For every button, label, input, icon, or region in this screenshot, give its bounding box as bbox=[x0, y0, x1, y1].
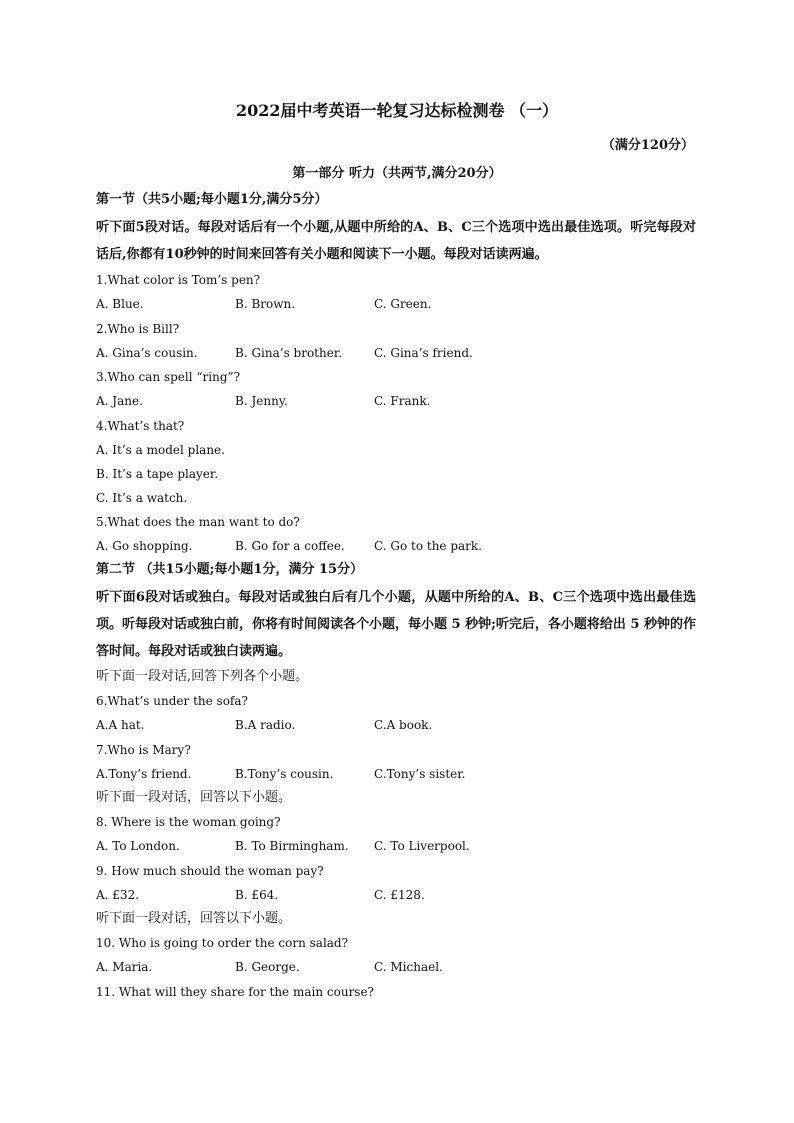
option-a: A. It’s a model plane. bbox=[96, 442, 225, 457]
option-c: C. To Liverpool. bbox=[374, 839, 470, 853]
option-c: C. Frank. bbox=[374, 394, 431, 408]
option-a: A.Tony’s friend. bbox=[96, 766, 192, 781]
option-c: C.Tony’s sister. bbox=[374, 766, 466, 781]
option-c: C. Michael. bbox=[374, 960, 443, 974]
option-a: A. £32. bbox=[96, 887, 140, 902]
question-2-options bbox=[96, 341, 696, 366]
option-c: C. £128. bbox=[374, 887, 425, 902]
option-c: C. It’s a watch. bbox=[96, 490, 188, 505]
option-b: B. Gina’s brother. bbox=[235, 345, 343, 360]
section1-title: 第一节（共5小题;每小题1分,满分5分） bbox=[96, 192, 328, 207]
option-b: B. Brown. bbox=[235, 297, 296, 311]
option-a: A. Go shopping. bbox=[96, 538, 193, 553]
exam-content bbox=[96, 188, 696, 1004]
option-a: A. Maria. bbox=[96, 960, 153, 974]
option-b: B. Go for a coffee. bbox=[235, 538, 345, 553]
option-b: B. Jenny. bbox=[235, 394, 288, 408]
question-8-options bbox=[96, 834, 696, 859]
question-6-options bbox=[96, 713, 696, 738]
question-8: 8. Where is the woman going? bbox=[96, 815, 281, 829]
option-a: A. To London. bbox=[96, 839, 180, 853]
option-b: B. It’s a tape player. bbox=[96, 466, 219, 481]
option-b: B. George. bbox=[235, 960, 300, 974]
question-9-options bbox=[96, 883, 696, 908]
question-11: 11. What will they share for the main course? bbox=[96, 984, 374, 999]
question-7-options bbox=[96, 762, 696, 787]
section2-instruction: 听下面6段对话或独白。每段对话或独白后有几个小题，从题中所给的A、B、C三个选项中选出最佳选项。听每段对话或独白前，你将有时间阅读各个小题，每小题 5 秒钟;听完后，各小题将给出 5 秒钟的作答时间。每段对话或独白读两遍。 bbox=[96, 590, 696, 659]
option-a: A.A hat. bbox=[96, 718, 145, 732]
question-6: 6.What’s under the sofa? bbox=[96, 694, 248, 708]
option-a: A. Gina’s cousin. bbox=[96, 345, 198, 360]
question-3-options bbox=[96, 389, 696, 414]
question-3: 3.Who can spell “ring”? bbox=[96, 370, 241, 384]
question-1: 1.What color is Tom’s pen? bbox=[96, 273, 261, 287]
section2-title: 第二节 （共15小题;每小题1分，满分 15分） bbox=[96, 562, 364, 577]
option-a: A. Blue. bbox=[96, 297, 144, 311]
question-5-options bbox=[96, 534, 696, 559]
total-score: （满分120分） bbox=[601, 138, 694, 153]
option-b: B.Tony’s cousin. bbox=[235, 766, 334, 781]
option-c: C.A book. bbox=[374, 718, 433, 732]
option-b: B.A radio. bbox=[235, 718, 296, 732]
question-4: 4.What’s that? bbox=[96, 418, 185, 433]
option-a: A. Jane. bbox=[96, 394, 143, 408]
dialogue-note: 听下面一段对话，回答以下小题。 bbox=[96, 911, 292, 926]
part-title: 第一部分 听力（共两节,满分20分） bbox=[292, 166, 502, 181]
option-c: C. Go to the park. bbox=[374, 538, 482, 553]
question-10-options bbox=[96, 955, 696, 980]
question-9: 9. How much should the woman pay? bbox=[96, 863, 324, 878]
question-2: 2.Who is Bill? bbox=[96, 321, 180, 336]
question-10: 10. Who is going to order the corn salad? bbox=[96, 936, 349, 950]
exam-title: 2022届中考英语一轮复习达标检测卷 （一） bbox=[235, 101, 559, 120]
section1-instruction: 听下面5段对话。每段对话后有一个小题,从题中所给的A、B、C三个选项中选出最佳选项。听完每段对话后,你都有10秒钟的时间来回答有关小题和阅读下一小题。每段对话读两遍。 bbox=[96, 220, 696, 262]
option-b: B. £64. bbox=[235, 887, 279, 902]
option-c: C. Gina’s friend. bbox=[374, 345, 473, 360]
dialogue-note: 听下面一段对话,回答下列各个小题。 bbox=[96, 669, 309, 684]
dialogue-note: 听下面一段对话，回答以下小题。 bbox=[96, 790, 292, 805]
question-1-options bbox=[96, 292, 696, 317]
question-7: 7.Who is Mary? bbox=[96, 742, 191, 757]
option-b: B. To Birmingham. bbox=[235, 839, 349, 853]
option-c: C. Green. bbox=[374, 297, 432, 311]
question-5: 5.What does the man want to do? bbox=[96, 514, 300, 529]
